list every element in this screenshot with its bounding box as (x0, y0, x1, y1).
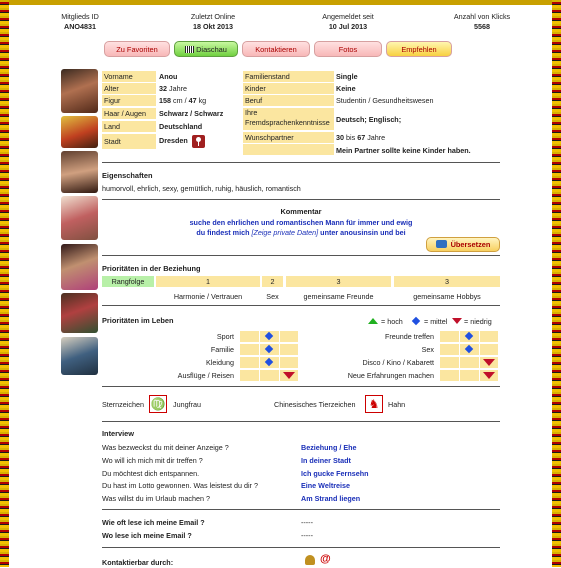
life-priority-label: Sex (421, 345, 434, 354)
divider (102, 162, 500, 163)
sternzeichen-label: Sternzeichen (102, 400, 144, 409)
value-land: Deutschland (159, 122, 203, 131)
phone-icon[interactable] (305, 555, 315, 565)
triangle-down-icon (483, 359, 495, 366)
label-wunschpartner: Wunschpartner (243, 132, 334, 143)
email-answer: ----- (301, 518, 313, 527)
interview-question: Wo will ich mich mit dir treffen ? (102, 456, 203, 465)
email-at-icon[interactable]: @ (320, 553, 331, 565)
decorative-border-left (0, 0, 9, 567)
label-empty (243, 144, 334, 155)
kontakt-label: Kontaktierbar durch: (102, 558, 174, 567)
decorative-border-top (9, 0, 552, 5)
value-alter: 32 Jahre (159, 84, 187, 93)
value-vorname: Anou (159, 72, 178, 81)
profile-photo[interactable] (61, 151, 98, 193)
label-kinder: Kinder (243, 83, 334, 94)
decorative-border-right (552, 0, 561, 567)
label-familienstand: Familienstand (243, 71, 334, 82)
translate-icon (436, 240, 447, 248)
email-question: Wie oft lese ich meine Email ? (102, 518, 205, 527)
interview-answer: Eine Weltreise (301, 481, 351, 490)
profile-photo[interactable] (61, 69, 98, 113)
kommentar-line2: du findest mich [Zeige private Daten] unter anousinsin und bei (196, 228, 406, 237)
life-priority-label: Neue Erfahrungen machen (347, 371, 434, 380)
life-priority-label: Kleidung (206, 358, 234, 367)
section-title-interview: Interview (102, 429, 135, 438)
interview-question: Was bezweckst du mit deiner Anzeige ? (102, 443, 229, 452)
priority-item: Harmonie / Vertrauen (173, 292, 243, 301)
interview-answer: In deiner Stadt (301, 456, 351, 465)
value-kinder: Keine (336, 84, 356, 93)
divider (102, 547, 500, 548)
triangle-down-icon (452, 318, 462, 324)
rank-value: 3 (336, 277, 341, 286)
section-title-kommentar: Kommentar (280, 207, 322, 216)
interview-question: Du möchtest dich entspannen. (102, 469, 200, 478)
value-figur: 158 cm / 47 kg (159, 96, 207, 105)
triangle-down-icon (283, 372, 295, 379)
email-answer: ----- (301, 531, 313, 540)
interview-answer: Am Strand liegen (301, 494, 361, 503)
tierzeichen-value: Hahn (388, 400, 406, 409)
section-title-eigenschaften: Eigenschaften (102, 171, 153, 180)
label-fremdsprachen: Ihre Fremdsprachenkenntnisse (243, 108, 334, 130)
value-beruf: Studentin / Gesundheitswesen (336, 96, 434, 105)
profile-photo[interactable] (61, 116, 98, 148)
member-stats (20, 12, 540, 32)
label-figur: Figur (102, 95, 156, 106)
profile-photo[interactable] (61, 337, 98, 375)
slideshow-icon (185, 46, 194, 53)
slideshow-button[interactable]: Diaschau (174, 41, 238, 57)
value-fremdsprachen: Deutsch; Englisch; (336, 115, 402, 124)
contact-button[interactable]: Kontaktieren (242, 41, 310, 57)
label-alter: Alter (102, 83, 156, 94)
life-priority-label: Freunde treffen (384, 332, 434, 341)
value-partner-wish: Mein Partner sollte keine Kinder haben. (336, 146, 471, 155)
rank-label-text: Rangfolge (111, 277, 145, 286)
legend-mittel: = mittel (424, 317, 448, 326)
photos-button[interactable]: Fotos (314, 41, 382, 57)
label-stadt: Stadt (102, 134, 156, 149)
interview-question: Du hast im Lotto gewonnen. Was leistest du dir ? (102, 481, 258, 490)
life-priority-label: Sport (216, 332, 234, 341)
priority-item: gemeinsame Hobbys (413, 292, 481, 301)
profile-photo[interactable] (61, 244, 98, 290)
profile-photo[interactable] (61, 196, 98, 240)
stat-click-count: Anzahl von Klicks 5568 (453, 12, 511, 31)
label-land: Land (102, 121, 156, 132)
interview-question: Was willst du im Urlaub machen ? (102, 494, 210, 503)
life-priority-label: Familie (210, 345, 234, 354)
translate-button[interactable]: Übersetzen (426, 237, 500, 252)
label-haar-augen: Haar / Augen (102, 108, 156, 119)
divider (102, 421, 500, 422)
value-haar-augen: Schwarz / Schwarz (159, 109, 224, 118)
label-beruf: Beruf (243, 95, 334, 106)
diamond-icon (412, 317, 420, 325)
sternzeichen-value: Jungfrau (173, 400, 201, 409)
stat-member-id: Mitglieds ID ANO4831 (61, 12, 99, 31)
triangle-up-icon (368, 318, 378, 324)
rank-value: 3 (445, 277, 449, 286)
show-private-data-link[interactable]: [Zeige private Daten] (251, 228, 319, 237)
triangle-down-icon (483, 372, 495, 379)
legend-hoch: = hoch (381, 317, 403, 326)
stat-registered-since: Angemeldet seit 10 Jul 2013 (322, 12, 374, 31)
email-question: Wo lese ich meine Email ? (102, 531, 192, 540)
divider (102, 509, 500, 510)
add-favorite-button[interactable]: Zu Favoriten (104, 41, 170, 57)
section-title-prioritaeten-leben: Prioritäten im Leben (102, 316, 174, 325)
legend-niedrig: = niedrig (464, 317, 492, 326)
divider (102, 386, 500, 387)
priority-item: gemeinsame Freunde (303, 292, 374, 301)
interview-answer: Ich gucke Fernsehn (301, 469, 369, 478)
value-stadt: Dresden (159, 136, 188, 145)
value-familienstand: Single (336, 72, 358, 81)
rank-value: 2 (270, 277, 275, 286)
interview-answer: Beziehung / Ehe (301, 443, 357, 452)
recommend-button[interactable]: Empfehlen (386, 41, 452, 57)
priority-item: Sex (266, 292, 279, 301)
profile-photo[interactable] (61, 293, 98, 333)
life-priority-label: Disco / Kino / Kabarett (362, 358, 434, 367)
map-pin-icon[interactable] (192, 135, 205, 148)
label-vorname: Vorname (102, 71, 156, 82)
kommentar-line1: suche den ehrlichen und romantischen Mann für immer und ewig (189, 218, 413, 227)
divider (102, 199, 500, 200)
rooster-icon: ♞ (365, 395, 383, 413)
divider (102, 305, 500, 306)
stat-last-online: Zuletzt Online 18 Okt 2013 (190, 12, 236, 31)
life-priority-label: Ausflüge / Reisen (177, 371, 234, 380)
tierzeichen-label: Chinesisches Tierzeichen (274, 400, 356, 409)
divider (102, 255, 500, 256)
virgo-sign-icon: ♍ (150, 397, 166, 411)
section-title-prioritaeten-beziehung: Prioritäten in der Beziehung (102, 264, 201, 273)
eigenschaften-text: humorvoll, ehrlich, sexy, gemütlich, ruhig, häuslich, romantisch (102, 184, 301, 193)
value-wunschpartner: 30 bis 67 Jahre (336, 133, 386, 142)
rank-value: 1 (206, 277, 210, 286)
